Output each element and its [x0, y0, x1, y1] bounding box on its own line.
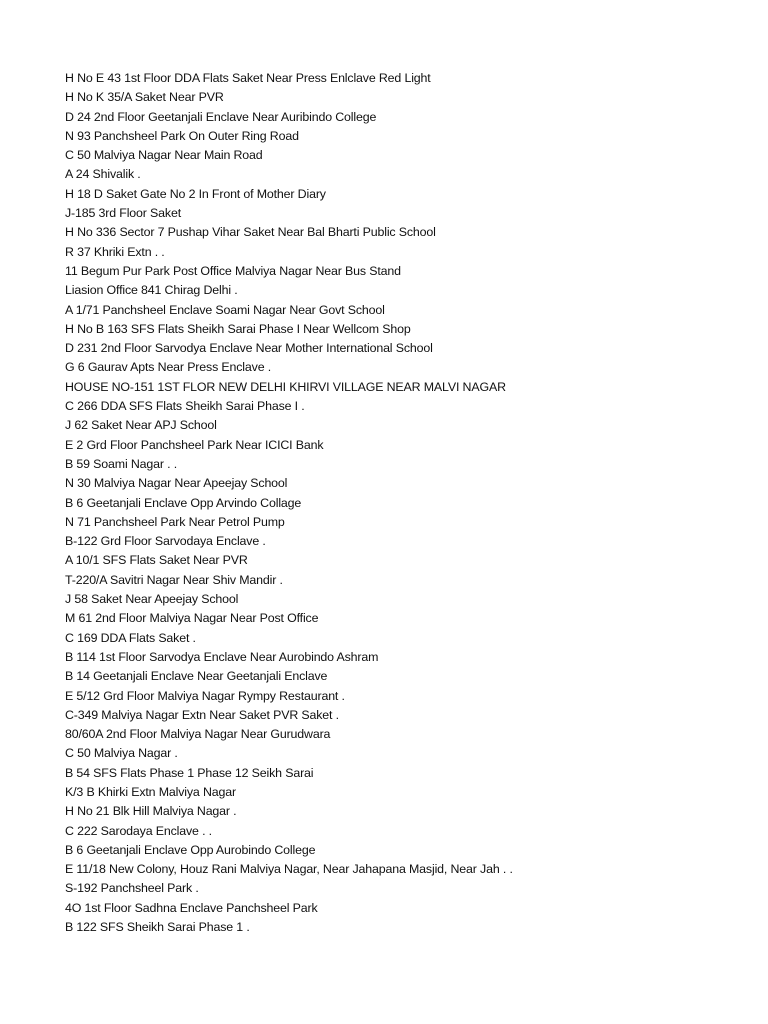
- address-line: D 231 2nd Floor Sarvodya Enclave Near Mother International School: [65, 341, 433, 356]
- address-line: G 6 Gaurav Apts Near Press Enclave .: [65, 360, 272, 375]
- address-list: [65, 69, 768, 937]
- address-line: H 18 D Saket Gate No 2 In Front of Mother Diary: [65, 186, 326, 201]
- address-line: E 11/18 New Colony, Houz Rani Malviya Nagar, Near Jahapana Masjid, Near Jah . .: [65, 862, 513, 877]
- address-line: C 222 Sarodaya Enclave . .: [65, 823, 212, 838]
- address-line: 11 Begum Pur Park Post Office Malviya Nagar Near Bus Stand: [65, 263, 401, 278]
- address-line: N 71 Panchsheel Park Near Petrol Pump: [65, 514, 285, 529]
- address-line: R 37 Khriki Extn . .: [65, 244, 165, 259]
- address-line: B 14 Geetanjali Enclave Near Geetanjali Enclave: [65, 669, 328, 684]
- address-line: H No 21 Blk Hill Malviya Nagar .: [65, 804, 237, 819]
- address-line: C 266 DDA SFS Flats Sheikh Sarai Phase I .: [65, 399, 305, 414]
- address-line: A 1/71 Panchsheel Enclave Soami Nagar Near Govt School: [65, 302, 385, 317]
- address-line: J 62 Saket Near APJ School: [65, 418, 217, 433]
- address-line: 4O 1st Floor Sadhna Enclave Panchsheel Park: [65, 900, 318, 915]
- address-line: S-192 Panchsheel Park .: [65, 881, 199, 896]
- address-line: B 122 SFS Sheikh Sarai Phase 1 .: [65, 920, 250, 935]
- address-line: J 58 Saket Near Apeejay School: [65, 592, 239, 607]
- address-line: K/3 B Khirki Extn Malviya Nagar: [65, 784, 236, 799]
- address-line: D 24 2nd Floor Geetanjali Enclave Near Auribindo College: [65, 109, 377, 124]
- address-line: E 5/12 Grd Floor Malviya Nagar Rympy Restaurant .: [65, 688, 345, 703]
- address-line: B 59 Soami Nagar . .: [65, 456, 178, 471]
- address-line: C-349 Malviya Nagar Extn Near Saket PVR Saket .: [65, 707, 339, 722]
- address-line: B-122 Grd Floor Sarvodaya Enclave .: [65, 534, 266, 549]
- address-line: H No 336 Sector 7 Pushap Vihar Saket Near Bal Bharti Public School: [65, 225, 436, 240]
- address-line: N 93 Panchsheel Park On Outer Ring Road: [65, 128, 299, 143]
- address-line: H No K 35/A Saket Near PVR: [65, 90, 224, 105]
- address-line: HOUSE NO-151 1ST FLOR NEW DELHI KHIRVI VILLAGE NEAR MALVI NAGAR: [65, 379, 506, 394]
- address-line: N 30 Malviya Nagar Near Apeejay School: [65, 476, 288, 491]
- address-line: B 6 Geetanjali Enclave Opp Arvindo Collage: [65, 495, 302, 510]
- address-line: C 50 Malviya Nagar .: [65, 746, 178, 761]
- address-line: H No E 43 1st Floor DDA Flats Saket Near Press Enlclave Red Light: [65, 71, 431, 85]
- address-line: C 50 Malviya Nagar Near Main Road: [65, 148, 263, 163]
- address-line: J-185 3rd Floor Saket: [65, 206, 181, 221]
- address-line: B 54 SFS Flats Phase 1 Phase 12 Seikh Sarai: [65, 765, 314, 780]
- address-line: M 61 2nd Floor Malviya Nagar Near Post Office: [65, 611, 319, 626]
- address-line: B 6 Geetanjali Enclave Opp Aurobindo College: [65, 842, 316, 857]
- address-line: T-220/A Savitri Nagar Near Shiv Mandir .: [65, 572, 283, 587]
- address-line: Liasion Office 841 Chirag Delhi .: [65, 283, 238, 298]
- address-line: C 169 DDA Flats Saket .: [65, 630, 196, 645]
- address-line: 80/60A 2nd Floor Malviya Nagar Near Gurudwara: [65, 727, 331, 742]
- address-line: E 2 Grd Floor Panchsheel Park Near ICICI Bank: [65, 437, 324, 452]
- address-line: H No B 163 SFS Flats Sheikh Sarai Phase I Near Wellcom Shop: [65, 321, 411, 336]
- address-line: B 114 1st Floor Sarvodya Enclave Near Aurobindo Ashram: [65, 649, 379, 664]
- address-line: A 24 Shivalik .: [65, 167, 141, 182]
- address-line: A 10/1 SFS Flats Saket Near PVR: [65, 553, 248, 568]
